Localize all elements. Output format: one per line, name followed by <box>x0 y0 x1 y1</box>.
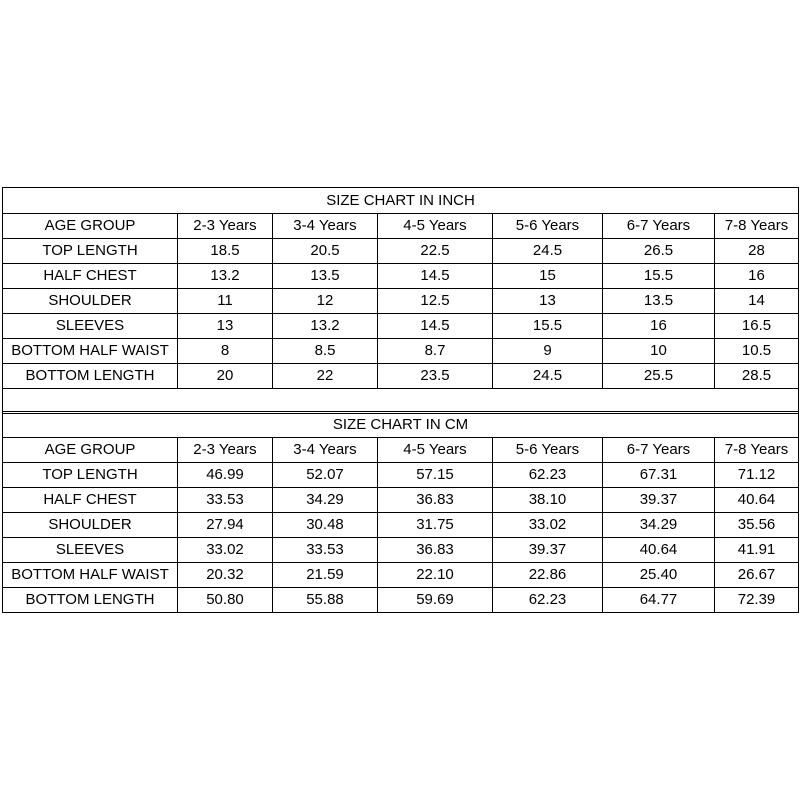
table-cell: 21.59 <box>273 563 378 588</box>
row-label: BOTTOM HALF WAIST <box>3 563 178 588</box>
header-cell: AGE GROUP <box>3 438 178 463</box>
table-cell: 16 <box>715 264 799 289</box>
table-cell: 11 <box>178 289 273 314</box>
header-row <box>3 438 799 463</box>
table-cell: 25.5 <box>603 364 715 389</box>
table-cell: 14 <box>715 289 799 314</box>
table-cell: 20 <box>178 364 273 389</box>
table-cell: 33.02 <box>493 513 603 538</box>
header-cell: 3-4 Years <box>273 438 378 463</box>
table-cell: 13.5 <box>273 264 378 289</box>
table-cell: 12.5 <box>378 289 493 314</box>
table-cell: 59.69 <box>378 588 493 613</box>
table-cell: 8 <box>178 339 273 364</box>
table-row <box>3 289 799 314</box>
table-cell: 15.5 <box>603 264 715 289</box>
table-cell: 34.29 <box>603 513 715 538</box>
table-row <box>3 264 799 289</box>
table-cell: 33.53 <box>178 488 273 513</box>
row-label: TOP LENGTH <box>3 463 178 488</box>
spacer-cell <box>3 389 799 414</box>
table-cell: 30.48 <box>273 513 378 538</box>
table-cell: 22 <box>273 364 378 389</box>
table-cell: 18.5 <box>178 239 273 264</box>
row-label: SHOULDER <box>3 289 178 314</box>
row-label: SLEEVES <box>3 538 178 563</box>
table-cell: 25.40 <box>603 563 715 588</box>
table-cell: 23.5 <box>378 364 493 389</box>
table-cell: 8.5 <box>273 339 378 364</box>
table-cell: 15 <box>493 264 603 289</box>
table-cell: 64.77 <box>603 588 715 613</box>
header-cell: 4-5 Years <box>378 214 493 239</box>
row-label: BOTTOM LENGTH <box>3 588 178 613</box>
size-chart-inch-table <box>2 187 799 414</box>
table-row <box>3 364 799 389</box>
table-row <box>3 563 799 588</box>
row-label: BOTTOM LENGTH <box>3 364 178 389</box>
table-cell: 13.2 <box>273 314 378 339</box>
table-cell: 52.07 <box>273 463 378 488</box>
table-row <box>3 538 799 563</box>
table-cell: 22.86 <box>493 563 603 588</box>
header-row <box>3 214 799 239</box>
header-cell: 5-6 Years <box>493 214 603 239</box>
table-cell: 24.5 <box>493 364 603 389</box>
table-cell: 12 <box>273 289 378 314</box>
table-cell: 24.5 <box>493 239 603 264</box>
inch-table-title: SIZE CHART IN INCH <box>3 188 799 214</box>
table-cell: 20.5 <box>273 239 378 264</box>
table-cell: 8.7 <box>378 339 493 364</box>
table-cell: 10.5 <box>715 339 799 364</box>
size-chart-cm-table <box>2 411 799 613</box>
row-label: HALF CHEST <box>3 264 178 289</box>
table-cell: 13 <box>178 314 273 339</box>
table-cell: 28 <box>715 239 799 264</box>
table-cell: 39.37 <box>493 538 603 563</box>
row-label: SHOULDER <box>3 513 178 538</box>
table-cell: 16.5 <box>715 314 799 339</box>
header-cell: 5-6 Years <box>493 438 603 463</box>
header-cell: 2-3 Years <box>178 214 273 239</box>
spacer-row <box>3 389 799 414</box>
table-cell: 71.12 <box>715 463 799 488</box>
table-cell: 41.91 <box>715 538 799 563</box>
table-cell: 13 <box>493 289 603 314</box>
table-cell: 36.83 <box>378 488 493 513</box>
header-cell: 3-4 Years <box>273 214 378 239</box>
table-cell: 27.94 <box>178 513 273 538</box>
table-cell: 36.83 <box>378 538 493 563</box>
row-label: HALF CHEST <box>3 488 178 513</box>
table-cell: 13.5 <box>603 289 715 314</box>
table-cell: 22.5 <box>378 239 493 264</box>
row-label: BOTTOM HALF WAIST <box>3 339 178 364</box>
table-cell: 22.10 <box>378 563 493 588</box>
table-cell: 40.64 <box>715 488 799 513</box>
row-label: SLEEVES <box>3 314 178 339</box>
table-cell: 31.75 <box>378 513 493 538</box>
table-cell: 26.67 <box>715 563 799 588</box>
table-row <box>3 314 799 339</box>
table-cell: 34.29 <box>273 488 378 513</box>
cm-table-title: SIZE CHART IN CM <box>3 412 799 438</box>
table-cell: 10 <box>603 339 715 364</box>
table-title-row <box>3 188 799 214</box>
table-row <box>3 513 799 538</box>
table-cell: 14.5 <box>378 264 493 289</box>
table-cell: 33.02 <box>178 538 273 563</box>
table-cell: 50.80 <box>178 588 273 613</box>
table-cell: 14.5 <box>378 314 493 339</box>
table-cell: 26.5 <box>603 239 715 264</box>
table-cell: 35.56 <box>715 513 799 538</box>
row-label: TOP LENGTH <box>3 239 178 264</box>
table-title-row <box>3 412 799 438</box>
table-cell: 9 <box>493 339 603 364</box>
table-row <box>3 339 799 364</box>
table-cell: 20.32 <box>178 563 273 588</box>
table-cell: 15.5 <box>493 314 603 339</box>
table-cell: 57.15 <box>378 463 493 488</box>
header-cell: 4-5 Years <box>378 438 493 463</box>
table-cell: 46.99 <box>178 463 273 488</box>
table-row <box>3 463 799 488</box>
table-cell: 16 <box>603 314 715 339</box>
header-cell: 7-8 Years <box>715 214 799 239</box>
table-row <box>3 488 799 513</box>
table-cell: 62.23 <box>493 588 603 613</box>
table-cell: 33.53 <box>273 538 378 563</box>
table-row <box>3 239 799 264</box>
table-cell: 39.37 <box>603 488 715 513</box>
header-cell: 2-3 Years <box>178 438 273 463</box>
header-cell: 7-8 Years <box>715 438 799 463</box>
header-cell: 6-7 Years <box>603 214 715 239</box>
header-cell: AGE GROUP <box>3 214 178 239</box>
table-cell: 28.5 <box>715 364 799 389</box>
header-cell: 6-7 Years <box>603 438 715 463</box>
table-cell: 38.10 <box>493 488 603 513</box>
table-cell: 40.64 <box>603 538 715 563</box>
table-cell: 72.39 <box>715 588 799 613</box>
table-row <box>3 588 799 613</box>
table-cell: 13.2 <box>178 264 273 289</box>
table-cell: 62.23 <box>493 463 603 488</box>
table-cell: 55.88 <box>273 588 378 613</box>
table-cell: 67.31 <box>603 463 715 488</box>
